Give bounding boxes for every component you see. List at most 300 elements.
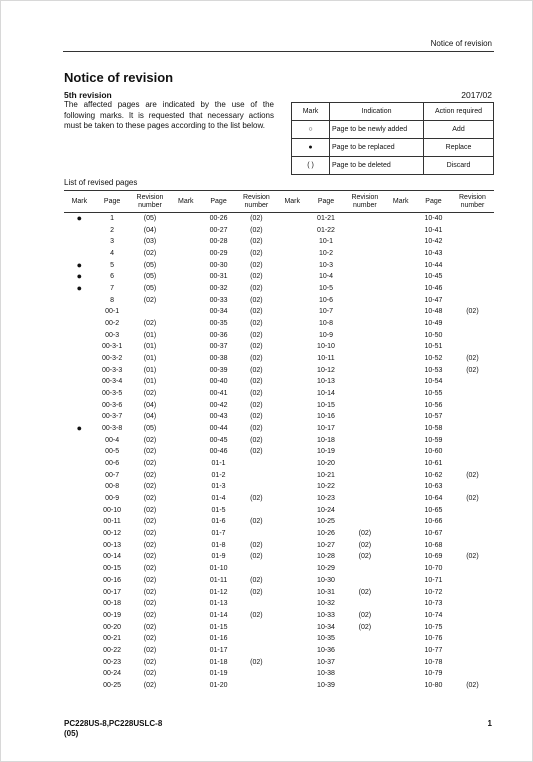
revision-cell	[344, 446, 385, 458]
page-cell: 10-23	[317, 495, 335, 503]
revision-cell	[344, 330, 385, 342]
mark-cell	[170, 458, 201, 470]
revision-cell	[451, 213, 494, 225]
mark-cell	[277, 260, 308, 272]
revision-cell: (02)	[143, 296, 157, 304]
page-cell: 10-5	[318, 285, 333, 293]
revision-cell	[344, 598, 385, 610]
mark-cell	[64, 598, 95, 610]
mark-cell	[277, 668, 308, 680]
mark-cell	[170, 295, 201, 307]
revision-cell	[451, 341, 494, 353]
page-cell: 10-3	[318, 261, 333, 269]
revision-cell: (02)	[143, 635, 157, 643]
page-cell: 00-11	[103, 518, 121, 526]
revision-cell: (02)	[250, 343, 263, 351]
revision-cell	[236, 505, 277, 517]
page-title: Notice of revision	[64, 70, 174, 85]
mark-cell	[277, 306, 308, 318]
revision-cell	[451, 575, 494, 587]
page-cell: 01-14	[209, 611, 228, 619]
page-cell: 00-23	[103, 658, 122, 666]
revision-cell	[236, 622, 277, 634]
page-cell: 10-7	[318, 308, 333, 316]
mark-symbol: ●	[292, 139, 330, 157]
revision-cell	[451, 225, 494, 237]
revision-cell	[451, 516, 494, 528]
page-cell: 01-5	[211, 506, 226, 514]
mark-cell	[170, 668, 201, 680]
revision-cell	[451, 610, 494, 622]
mark-cell	[385, 318, 416, 330]
revision-cell: (05)	[143, 273, 157, 281]
revision-date: 2017/02	[461, 90, 492, 100]
mark-cell	[170, 680, 201, 692]
page-cell: 10-37	[317, 658, 335, 666]
mark-cell	[64, 516, 95, 528]
revision-cell: (02)	[143, 681, 157, 689]
page-cell: 10-61	[424, 460, 443, 468]
revision-cell	[344, 318, 385, 330]
table-row	[64, 575, 494, 587]
mark-cell	[170, 481, 201, 493]
page-cell: 00-3-2	[101, 355, 123, 363]
page-cell: 00-20	[103, 623, 122, 631]
mark-cell	[64, 563, 95, 575]
mark-cell	[64, 458, 95, 470]
table-row	[64, 657, 494, 669]
mark-cell	[277, 365, 308, 377]
mark-cell	[170, 435, 201, 447]
revision-cell: (02)	[250, 588, 263, 596]
mark-cell	[385, 423, 416, 435]
mark-cell	[277, 271, 308, 283]
page-cell: 10-35	[317, 635, 335, 643]
revision-cell: (02)	[466, 471, 479, 479]
mark-cell	[385, 540, 416, 552]
revision-cell	[451, 248, 494, 260]
mark-cell	[385, 458, 416, 470]
mark-cell	[277, 435, 308, 447]
mark-cell	[64, 225, 95, 237]
revision-cell: (05)	[143, 261, 157, 269]
page-cell: 1	[110, 215, 115, 222]
revision-cell	[236, 633, 277, 645]
mark-cell	[170, 213, 201, 225]
table-row	[64, 516, 494, 528]
column-header-mark: Mark	[64, 191, 95, 213]
column-header-page: Page	[95, 191, 130, 213]
mark-cell	[64, 493, 95, 505]
page-cell: 01-9	[211, 553, 226, 561]
table-row	[64, 388, 494, 400]
mark-cell	[385, 470, 416, 482]
table-row	[64, 540, 494, 552]
page-cell: 10-47	[424, 296, 443, 304]
page-cell: 00-10	[103, 506, 122, 514]
revision-cell	[344, 575, 385, 587]
mark-cell	[385, 680, 416, 692]
page-cell: 00-13	[103, 541, 122, 549]
mark-cell	[170, 388, 201, 400]
page-cell: 01-7	[211, 530, 226, 538]
column-header-page: Page	[201, 191, 236, 213]
page-cell: 10-60	[424, 448, 443, 456]
mark-cell	[277, 657, 308, 669]
mark-indication: Page to be replaced	[330, 139, 424, 157]
page-cell: 01-10	[209, 565, 228, 573]
page-cell: 3	[110, 238, 115, 246]
revision-cell	[451, 376, 494, 388]
revision-cell	[344, 657, 385, 669]
page-cell: 10-25	[317, 518, 335, 526]
page-cell: 10-67	[424, 530, 443, 538]
mark-cell	[64, 505, 95, 517]
page-cell: 01-2	[211, 471, 226, 479]
mark-cell	[170, 330, 201, 342]
page-cell: 10-14	[317, 390, 335, 398]
table-row	[64, 458, 494, 470]
mark-cell	[170, 225, 201, 237]
page-cell: 10-56	[424, 401, 443, 409]
mark-cell	[64, 481, 95, 493]
page-cell: 10-70	[424, 565, 443, 573]
revision-cell: (02)	[250, 261, 263, 269]
mark-cell	[277, 283, 308, 295]
revision-cell: (02)	[250, 436, 263, 444]
mark-cell	[170, 493, 201, 505]
revision-cell	[451, 411, 494, 423]
revision-cell: (02)	[143, 565, 157, 573]
page-cell: 10-36	[317, 646, 335, 654]
revision-cell	[344, 248, 385, 260]
revision-cell: (02)	[143, 576, 157, 584]
revision-cell	[344, 225, 385, 237]
mark-cell	[64, 645, 95, 657]
revision-cell	[451, 318, 494, 330]
revision-cell	[344, 400, 385, 412]
mark-cell	[277, 341, 308, 353]
revised-pages-label: List of revised pages	[64, 178, 138, 187]
page-cell: 10-69	[424, 553, 443, 561]
revision-cell	[344, 493, 385, 505]
mark-cell	[277, 481, 308, 493]
page-cell: 10-21	[317, 471, 335, 479]
column-header-mark: Mark	[277, 191, 308, 213]
revision-cell: (02)	[250, 238, 263, 246]
mark-cell	[385, 633, 416, 645]
table-row	[64, 633, 494, 645]
revision-cell	[344, 353, 385, 365]
page-cell: 00-46	[209, 448, 228, 456]
page-cell: 10-54	[424, 378, 443, 386]
revision-cell: (02)	[143, 658, 157, 666]
mark-cell	[170, 271, 201, 283]
page-cell: 10-66	[424, 518, 443, 526]
page-cell: 01-6	[211, 518, 226, 526]
mark-cell	[385, 271, 416, 283]
revision-cell	[344, 306, 385, 318]
page-cell: 10-77	[424, 646, 443, 654]
mark-cell	[64, 610, 95, 622]
page-cell: 00-3-5	[101, 390, 123, 398]
mark-cell	[385, 481, 416, 493]
page-cell: 10-20	[317, 460, 335, 468]
mark-cell	[385, 376, 416, 388]
page-cell: 00-36	[209, 331, 228, 339]
page-cell: 10-57	[424, 413, 443, 421]
revision-cell	[344, 633, 385, 645]
mark-cell	[385, 645, 416, 657]
mark-cell	[385, 528, 416, 540]
mark-cell	[277, 516, 308, 528]
revision-cell: (02)	[143, 588, 157, 596]
mark-cell	[385, 341, 416, 353]
mark-cell	[385, 248, 416, 260]
page-cell: 00-45	[209, 436, 228, 444]
mark-cell	[170, 610, 201, 622]
page-cell: 00-1	[105, 308, 120, 316]
revision-cell	[344, 668, 385, 680]
mark-cell	[277, 388, 308, 400]
table-row	[64, 341, 494, 353]
page-cell: 00-31	[209, 273, 228, 281]
mark-cell	[385, 365, 416, 377]
mark-cell	[64, 657, 95, 669]
revision-cell	[451, 330, 494, 342]
mark-cell	[277, 225, 308, 237]
page-cell: 10-68	[424, 541, 443, 549]
revision-cell	[344, 516, 385, 528]
revision-cell	[451, 388, 494, 400]
page-cell: 10-4	[318, 273, 333, 281]
revision-cell: (02)	[250, 518, 263, 526]
page-cell: 01-8	[211, 541, 226, 549]
footer-page-number: 1	[487, 719, 492, 728]
page-cell: 00-17	[103, 588, 122, 596]
page-cell: 10-28	[317, 553, 335, 561]
mark-cell	[385, 225, 416, 237]
mark-cell	[277, 622, 308, 634]
revision-cell: (02)	[358, 541, 372, 549]
page-cell: 10-74	[424, 611, 443, 619]
mark-cell	[385, 551, 416, 563]
page-cell: 01-21	[317, 215, 335, 222]
mark-cell	[385, 587, 416, 599]
revised-pages-table	[64, 190, 494, 692]
revision-cell: (02)	[143, 460, 157, 468]
table-row	[64, 551, 494, 563]
revision-cell	[344, 376, 385, 388]
revision-cell: (02)	[250, 541, 263, 549]
page-cell: 10-16	[317, 413, 335, 421]
revision-cell	[344, 481, 385, 493]
revision-cell: (05)	[143, 215, 157, 222]
page-cell: 10-58	[424, 425, 443, 433]
table-row	[64, 505, 494, 517]
page-cell: 00-16	[103, 576, 122, 584]
revision-cell: (02)	[250, 448, 263, 456]
mark-cell	[64, 330, 95, 342]
mark-cell	[385, 516, 416, 528]
page-cell: 00-28	[209, 238, 228, 246]
table-row	[64, 400, 494, 412]
mark-cell	[277, 318, 308, 330]
revision-cell	[451, 657, 494, 669]
mark-cell	[64, 353, 95, 365]
page-cell: 00-37	[209, 343, 228, 351]
page-cell: 10-78	[424, 658, 443, 666]
revision-cell: (02)	[358, 588, 372, 596]
mark-cell	[64, 470, 95, 482]
page-cell: 01-15	[209, 623, 228, 631]
revision-cell: (02)	[143, 670, 157, 678]
page-cell: 00-2	[105, 320, 120, 328]
table-row	[64, 260, 494, 272]
mark-cell	[170, 528, 201, 540]
page-cell: 01-17	[209, 646, 228, 654]
page-cell: 10-2	[318, 250, 333, 258]
page-cell: 7	[110, 285, 115, 293]
mark-cell	[277, 376, 308, 388]
page-cell: 00-21	[103, 635, 122, 643]
mark-cell	[170, 283, 201, 295]
page-cell: 10-49	[424, 320, 443, 328]
table-row	[64, 668, 494, 680]
mark-cell	[64, 295, 95, 307]
revision-cell	[344, 295, 385, 307]
revision-cell: (02)	[466, 553, 479, 561]
mark-cell	[385, 446, 416, 458]
page-cell: 00-15	[103, 565, 122, 573]
revision-cell	[451, 481, 494, 493]
revision-cell	[344, 435, 385, 447]
page-cell: 10-71	[424, 576, 443, 584]
page-cell: 00-35	[209, 320, 228, 328]
revision-cell: (01)	[143, 355, 157, 363]
mark-cell	[64, 680, 95, 692]
revision-cell	[344, 236, 385, 248]
revision-cell	[451, 400, 494, 412]
table-row	[64, 435, 494, 447]
mark-cell	[385, 400, 416, 412]
page-cell: 00-14	[103, 553, 122, 561]
revision-cell	[344, 470, 385, 482]
mark-cell	[277, 213, 308, 225]
page-cell: 01-11	[209, 576, 228, 584]
table-row	[64, 645, 494, 657]
page-cell: 10-65	[424, 506, 443, 514]
mark-cell	[170, 236, 201, 248]
table-row	[64, 353, 494, 365]
mark-cell	[385, 260, 416, 272]
mark-cell	[277, 633, 308, 645]
marks-legend-table	[291, 102, 494, 175]
mark-cell	[170, 633, 201, 645]
marks-row	[292, 157, 494, 175]
revision-cell: (02)	[143, 518, 157, 526]
revision-cell: (02)	[250, 658, 263, 666]
mark-action: Add	[424, 121, 494, 139]
page-cell: 10-6	[318, 296, 333, 304]
footer-model	[64, 719, 162, 739]
revision-cell	[236, 598, 277, 610]
page-cell: 00-7	[105, 471, 120, 479]
mark-cell	[170, 400, 201, 412]
mark-cell	[385, 353, 416, 365]
page-cell: 00-4	[105, 436, 120, 444]
revision-cell: (02)	[250, 320, 263, 328]
revision-cell: (02)	[250, 366, 263, 374]
table-row	[64, 330, 494, 342]
revised-pages-body	[64, 213, 494, 692]
page-cell: 00-42	[209, 401, 228, 409]
table-row	[64, 295, 494, 307]
mark-cell	[385, 388, 416, 400]
mark-cell	[170, 470, 201, 482]
revision-cell: (02)	[143, 471, 157, 479]
revision-cell	[236, 481, 277, 493]
page-cell: 10-11	[317, 355, 335, 363]
mark-cell	[277, 505, 308, 517]
revision-cell	[451, 458, 494, 470]
page-cell: 01-13	[209, 600, 228, 608]
table-row	[64, 213, 494, 225]
table-row	[64, 481, 494, 493]
page-cell: 00-27	[209, 226, 228, 234]
revision-cell: (01)	[143, 343, 157, 351]
revision-cell	[236, 645, 277, 657]
mark-cell	[385, 236, 416, 248]
mark-cell: ●	[76, 271, 83, 282]
table-row	[64, 563, 494, 575]
page-cell: 01-1	[211, 460, 226, 468]
mark-cell	[170, 551, 201, 563]
mark-cell	[170, 563, 201, 575]
revision-cell	[451, 540, 494, 552]
mark-cell	[277, 680, 308, 692]
table-row	[64, 528, 494, 540]
mark-cell	[170, 587, 201, 599]
revision-cell: (02)	[250, 285, 263, 293]
mark-cell	[64, 388, 95, 400]
page-cell: 01-19	[209, 670, 228, 678]
revision-cell: (02)	[250, 378, 263, 386]
revision-cell: (05)	[143, 285, 157, 293]
page-cell: 10-76	[424, 635, 443, 643]
revision-cell	[451, 598, 494, 610]
revision-cell	[344, 341, 385, 353]
page-cell: 10-48	[424, 308, 443, 316]
revision-cell: (02)	[250, 401, 263, 409]
page-cell: 10-26	[317, 530, 335, 538]
revision-cell	[451, 446, 494, 458]
revision-cell: (02)	[250, 250, 263, 258]
page-cell: 10-64	[424, 495, 443, 503]
mark-cell	[385, 505, 416, 517]
page-cell: 10-9	[318, 331, 333, 339]
page-cell: 01-18	[209, 658, 228, 666]
page-cell: 10-72	[424, 588, 443, 596]
page-cell: 10-79	[424, 670, 443, 678]
mark-cell	[385, 657, 416, 669]
page-cell: 01-12	[209, 588, 228, 596]
mark-cell	[385, 610, 416, 622]
column-header-revision: Revision number	[344, 191, 385, 213]
page-cell: 00-24	[103, 670, 122, 678]
table-row	[64, 610, 494, 622]
mark-cell	[170, 318, 201, 330]
